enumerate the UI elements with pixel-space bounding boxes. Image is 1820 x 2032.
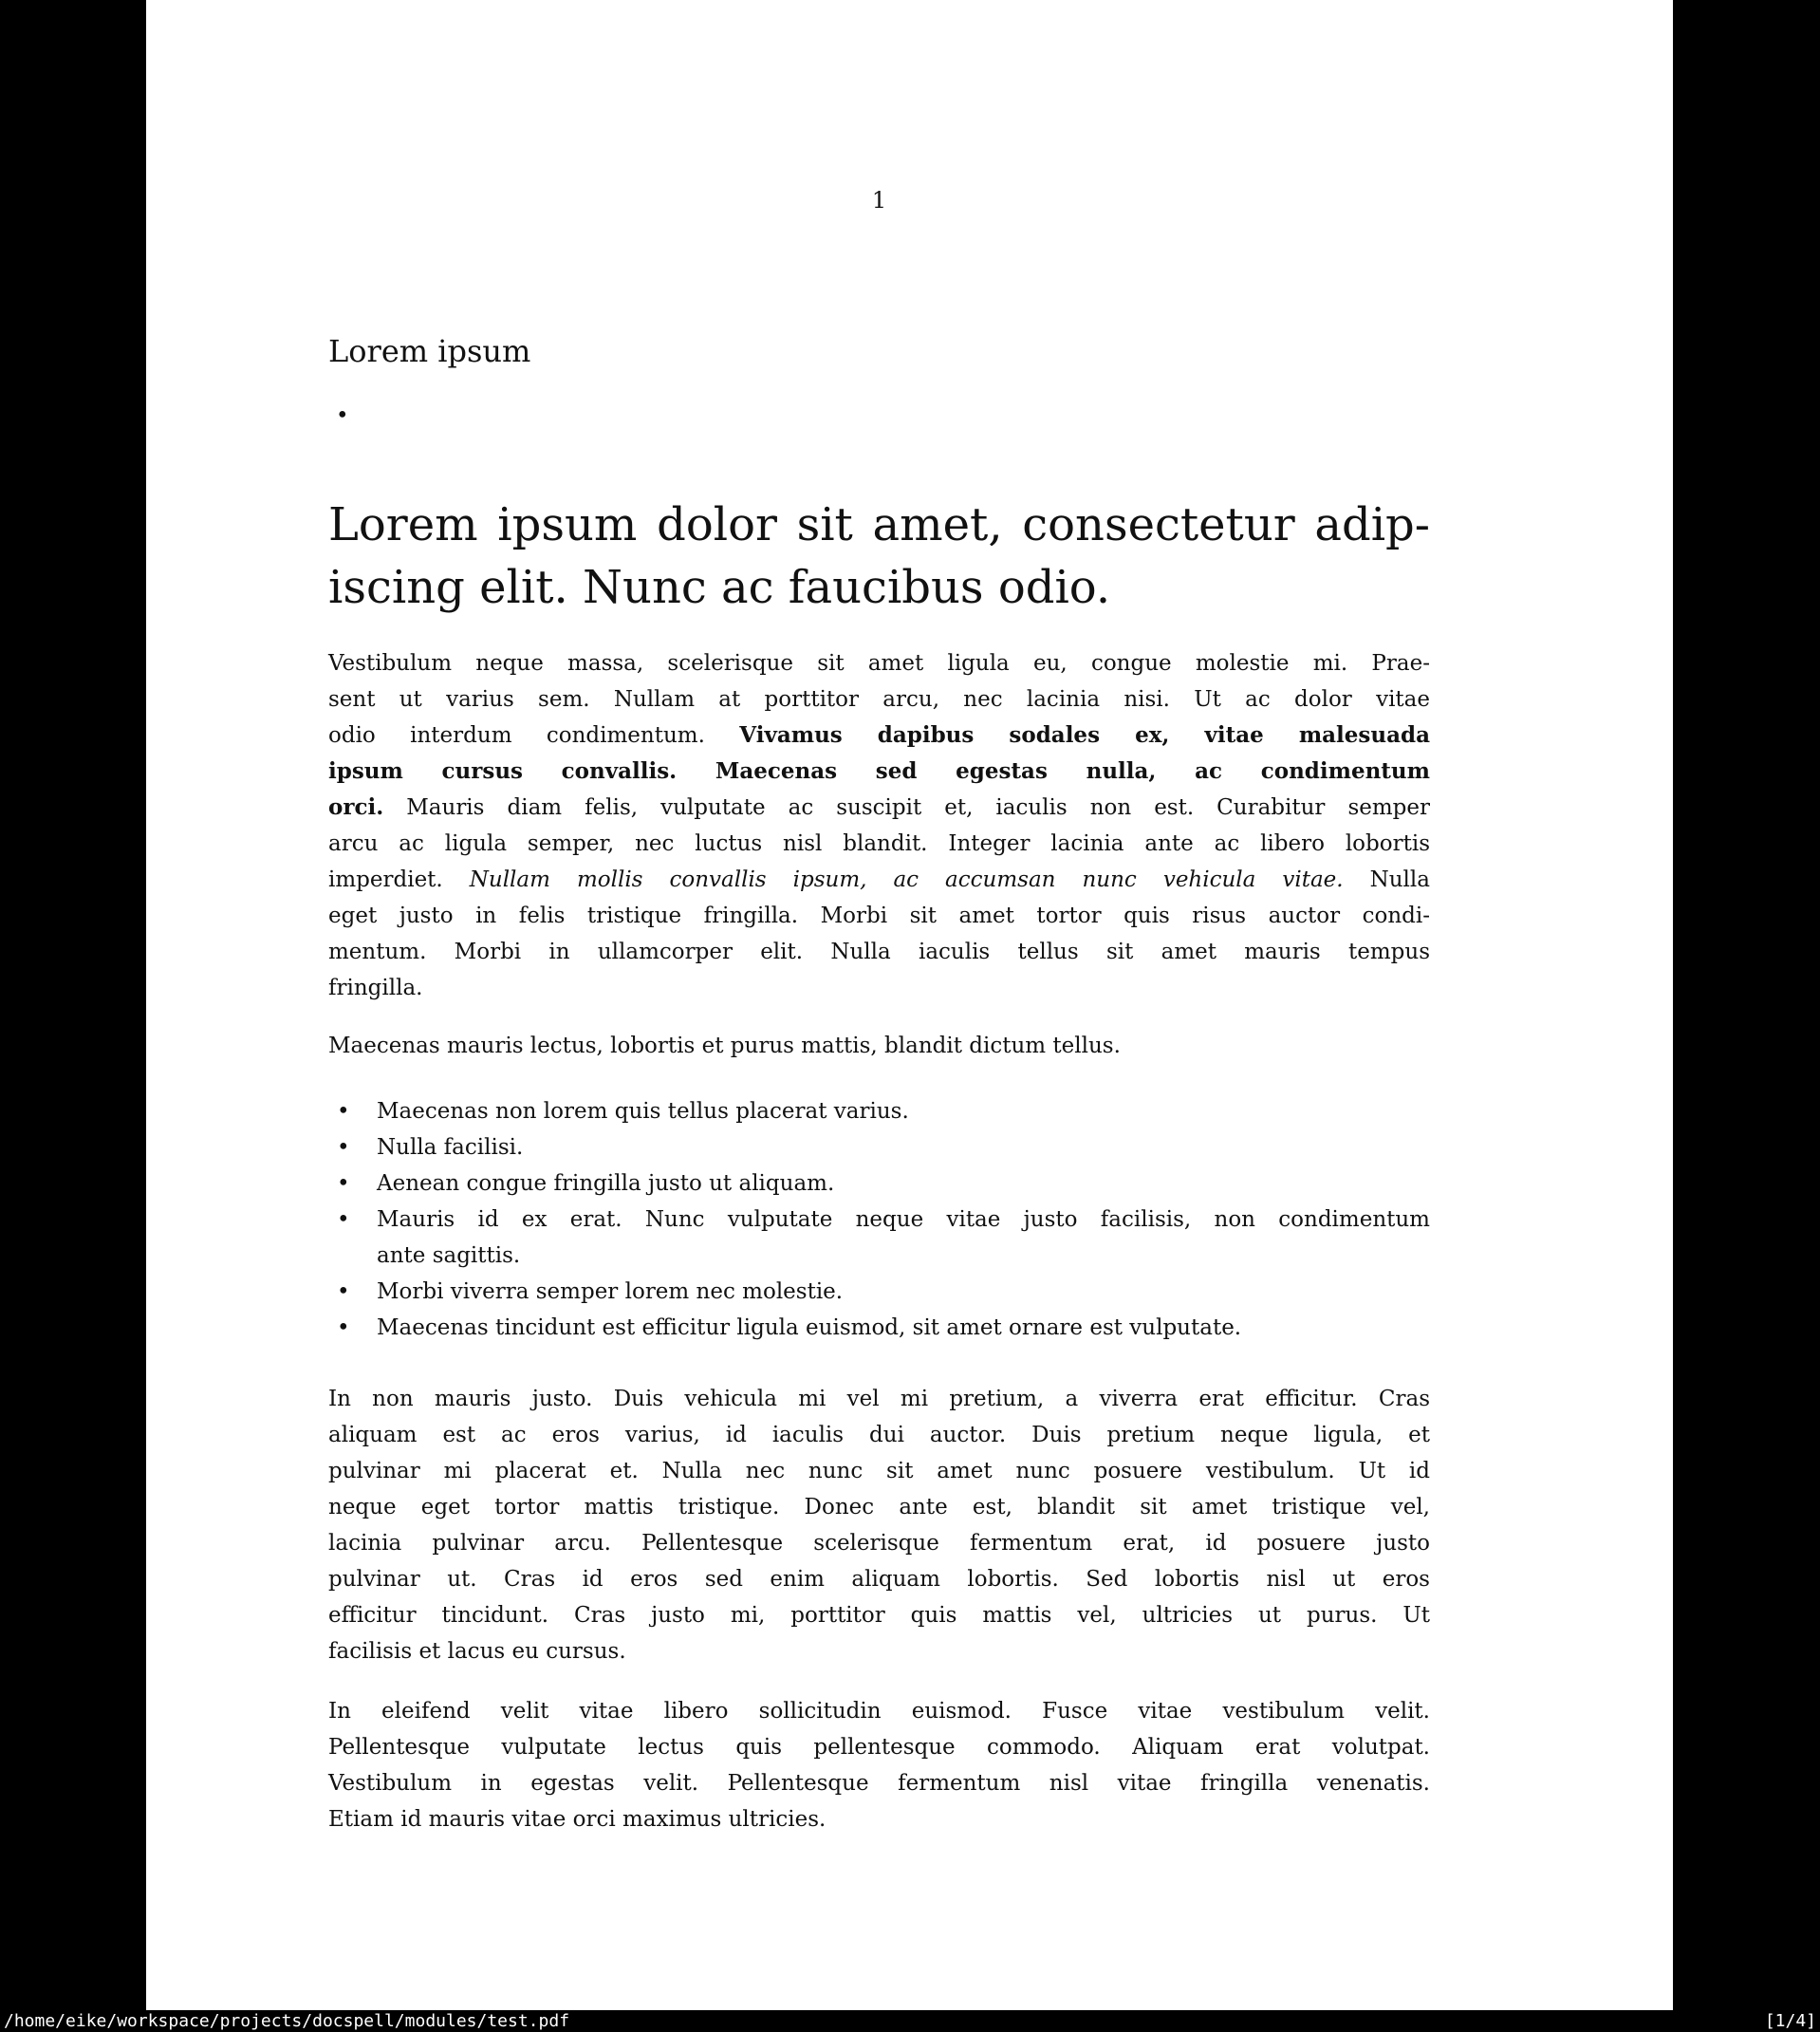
body-line bbox=[328, 1525, 1430, 1561]
body-line bbox=[328, 681, 1430, 718]
file-path: /home/eike/workspace/projects/docspell/modules/test.pdf bbox=[4, 2011, 570, 2031]
body-line bbox=[328, 1028, 1430, 1064]
text-run: pulvinar ut. Cras id eros sed enim aliquam lobortis. Sed lobortis nisl ut eros bbox=[328, 1567, 1430, 1592]
bold-text-run: orci. bbox=[328, 794, 384, 820]
body-line bbox=[328, 826, 1430, 862]
page-indicator-badge: [1/4] bbox=[1764, 2011, 1816, 2031]
text-run: In non mauris justo. Duis vehicula mi vel mi pretium, a viverra erat efficitur. Cras bbox=[328, 1387, 1430, 1411]
bullet-icon: • bbox=[336, 403, 349, 428]
list-item-line bbox=[377, 1310, 1430, 1346]
text-run: mentum. Morbi in ullamcorper elit. Nulla iaculis tellus sit amet mauris tempus bbox=[328, 940, 1430, 964]
body-line bbox=[328, 754, 1430, 790]
bullet-icon: • bbox=[337, 1315, 350, 1340]
text-run: lacinia pulvinar arcu. Pellentesque scelerisque fermentum erat, id posuere justo bbox=[328, 1531, 1430, 1556]
page-number: 1 bbox=[871, 187, 887, 214]
text-run: neque eget tortor mattis tristique. Donec ante est, blandit sit amet tristique vel, bbox=[328, 1495, 1430, 1519]
text-run: In eleifend velit vitae libero sollicitudin euismod. Fusce vitae vestibulum velit. bbox=[328, 1699, 1430, 1724]
text-run: Vestibulum in egestas velit. Pellentesque fermentum nisl vitae fringilla venenatis. bbox=[328, 1771, 1430, 1796]
text-run: Morbi viverra semper lorem nec molestie. bbox=[377, 1279, 844, 1304]
text-run: Maecenas tincidunt est efficitur ligula euismod, sit amet ornare est vulputate. bbox=[377, 1315, 1242, 1340]
body-line bbox=[328, 790, 1430, 826]
text-run: Maecenas mauris lectus, lobortis et purus mattis, blandit dictum tellus. bbox=[328, 1034, 1121, 1058]
list-item-line bbox=[377, 1238, 1430, 1274]
bold-text-run: Vivamus dapibus sodales ex, vitae malesuada bbox=[739, 722, 1430, 748]
body-line bbox=[328, 862, 1430, 898]
bullet-list bbox=[328, 1093, 1430, 1346]
text-run: pulvinar mi placerat et. Nulla nec nunc sit amet nunc posuere vestibulum. Ut id bbox=[328, 1459, 1430, 1483]
text-run: eget justo in felis tristique fringilla. Morbi sit amet tortor quis risus auctor condi- bbox=[328, 904, 1430, 928]
list-item bbox=[328, 1310, 1430, 1346]
body-line bbox=[328, 1597, 1430, 1633]
body-line bbox=[328, 1381, 1430, 1417]
body-line bbox=[328, 970, 1430, 1006]
text-run: Etiam id mauris vitae orci maximus ultricies. bbox=[328, 1807, 826, 1832]
body-line bbox=[328, 1561, 1430, 1597]
list-item bbox=[328, 1165, 1430, 1202]
text-run: imperdiet. bbox=[328, 867, 470, 892]
bullet-icon: • bbox=[337, 1279, 350, 1304]
text-run: facilisis et lacus eu cursus. bbox=[328, 1639, 626, 1664]
text-run: ante sagittis. bbox=[377, 1243, 521, 1268]
intro-text: Lorem ipsum bbox=[328, 333, 531, 369]
italic-text-run: Nullam mollis convallis ipsum, ac accumsan nunc vehicula vitae. bbox=[469, 867, 1344, 892]
list-item bbox=[328, 1202, 1430, 1274]
text-run: sent ut varius sem. Nullam at porttitor arcu, nec lacinia nisi. Ut ac dolor vitae bbox=[328, 687, 1430, 712]
body-line bbox=[328, 1633, 1430, 1669]
text-run: Vestibulum neque massa, scelerisque sit amet ligula eu, congue molestie mi. Prae- bbox=[328, 651, 1430, 676]
text-run: arcu ac ligula semper, nec luctus nisl blandit. Integer lacinia ante ac libero lobortis bbox=[328, 831, 1430, 856]
body-line bbox=[328, 1453, 1430, 1489]
paragraph bbox=[328, 1693, 1430, 1837]
text-run: Aenean congue fringilla justo ut aliquam. bbox=[377, 1171, 835, 1196]
body-line bbox=[328, 1801, 1430, 1837]
body-line bbox=[328, 645, 1430, 681]
body-line bbox=[328, 718, 1430, 754]
text-run: efficitur tincidunt. Cras justo mi, porttitor quis mattis vel, ultricies ut purus. Ut bbox=[328, 1603, 1430, 1628]
list-item-line bbox=[377, 1202, 1430, 1238]
status-bar bbox=[0, 2010, 1820, 2032]
text-run: iscing elit. Nunc ac faucibus odio. bbox=[328, 561, 1111, 614]
text-run: aliquam est ac eros varius, id iaculis dui auctor. Duis pretium neque ligula, et bbox=[328, 1423, 1430, 1447]
bold-text-run: ipsum cursus convallis. Maecenas sed egestas nulla, ac condimentum bbox=[328, 758, 1430, 784]
text-run: fringilla. bbox=[328, 976, 423, 1000]
text-run: odio interdum condimentum. bbox=[328, 723, 740, 748]
body-line bbox=[328, 1693, 1430, 1729]
list-item bbox=[328, 1129, 1430, 1165]
body-line bbox=[328, 898, 1430, 934]
text-run: Nulla bbox=[1343, 867, 1430, 892]
list-item bbox=[328, 1093, 1430, 1129]
pdf-page[interactable] bbox=[146, 0, 1673, 2010]
paragraph bbox=[328, 1028, 1430, 1064]
body-line bbox=[328, 1417, 1430, 1453]
list-item-line bbox=[377, 1129, 1430, 1165]
bullet-icon: • bbox=[337, 1207, 350, 1232]
text-run: Mauris diam felis, vulputate ac suscipit et, iaculis non est. Curabitur semper bbox=[383, 795, 1430, 820]
bullet-icon: • bbox=[337, 1135, 350, 1160]
body-line bbox=[328, 1729, 1430, 1765]
list-item-line bbox=[377, 1274, 1430, 1310]
list-item-line bbox=[377, 1165, 1430, 1202]
text-run: Maecenas non lorem quis tellus placerat varius. bbox=[377, 1099, 909, 1124]
list-item-line bbox=[377, 1093, 1430, 1129]
bullet-icon: • bbox=[337, 1171, 350, 1196]
paragraph bbox=[328, 1381, 1430, 1669]
text-run: Mauris id ex erat. Nunc vulputate neque vitae justo facilisis, non condimentum bbox=[377, 1207, 1430, 1232]
paragraph bbox=[328, 645, 1430, 1006]
text-run: Nulla facilisi. bbox=[377, 1135, 524, 1160]
body-line bbox=[328, 1489, 1430, 1525]
body-line bbox=[328, 1765, 1430, 1801]
text-run: Pellentesque vulputate lectus quis pellentesque commodo. Aliquam erat volutpat. bbox=[328, 1735, 1430, 1760]
body-line bbox=[328, 934, 1430, 970]
document-body bbox=[328, 0, 1430, 2010]
bullet-icon: • bbox=[337, 1099, 350, 1124]
text-run: Lorem ipsum dolor sit amet, consectetur adip- bbox=[328, 498, 1430, 551]
list-item bbox=[328, 1274, 1430, 1310]
